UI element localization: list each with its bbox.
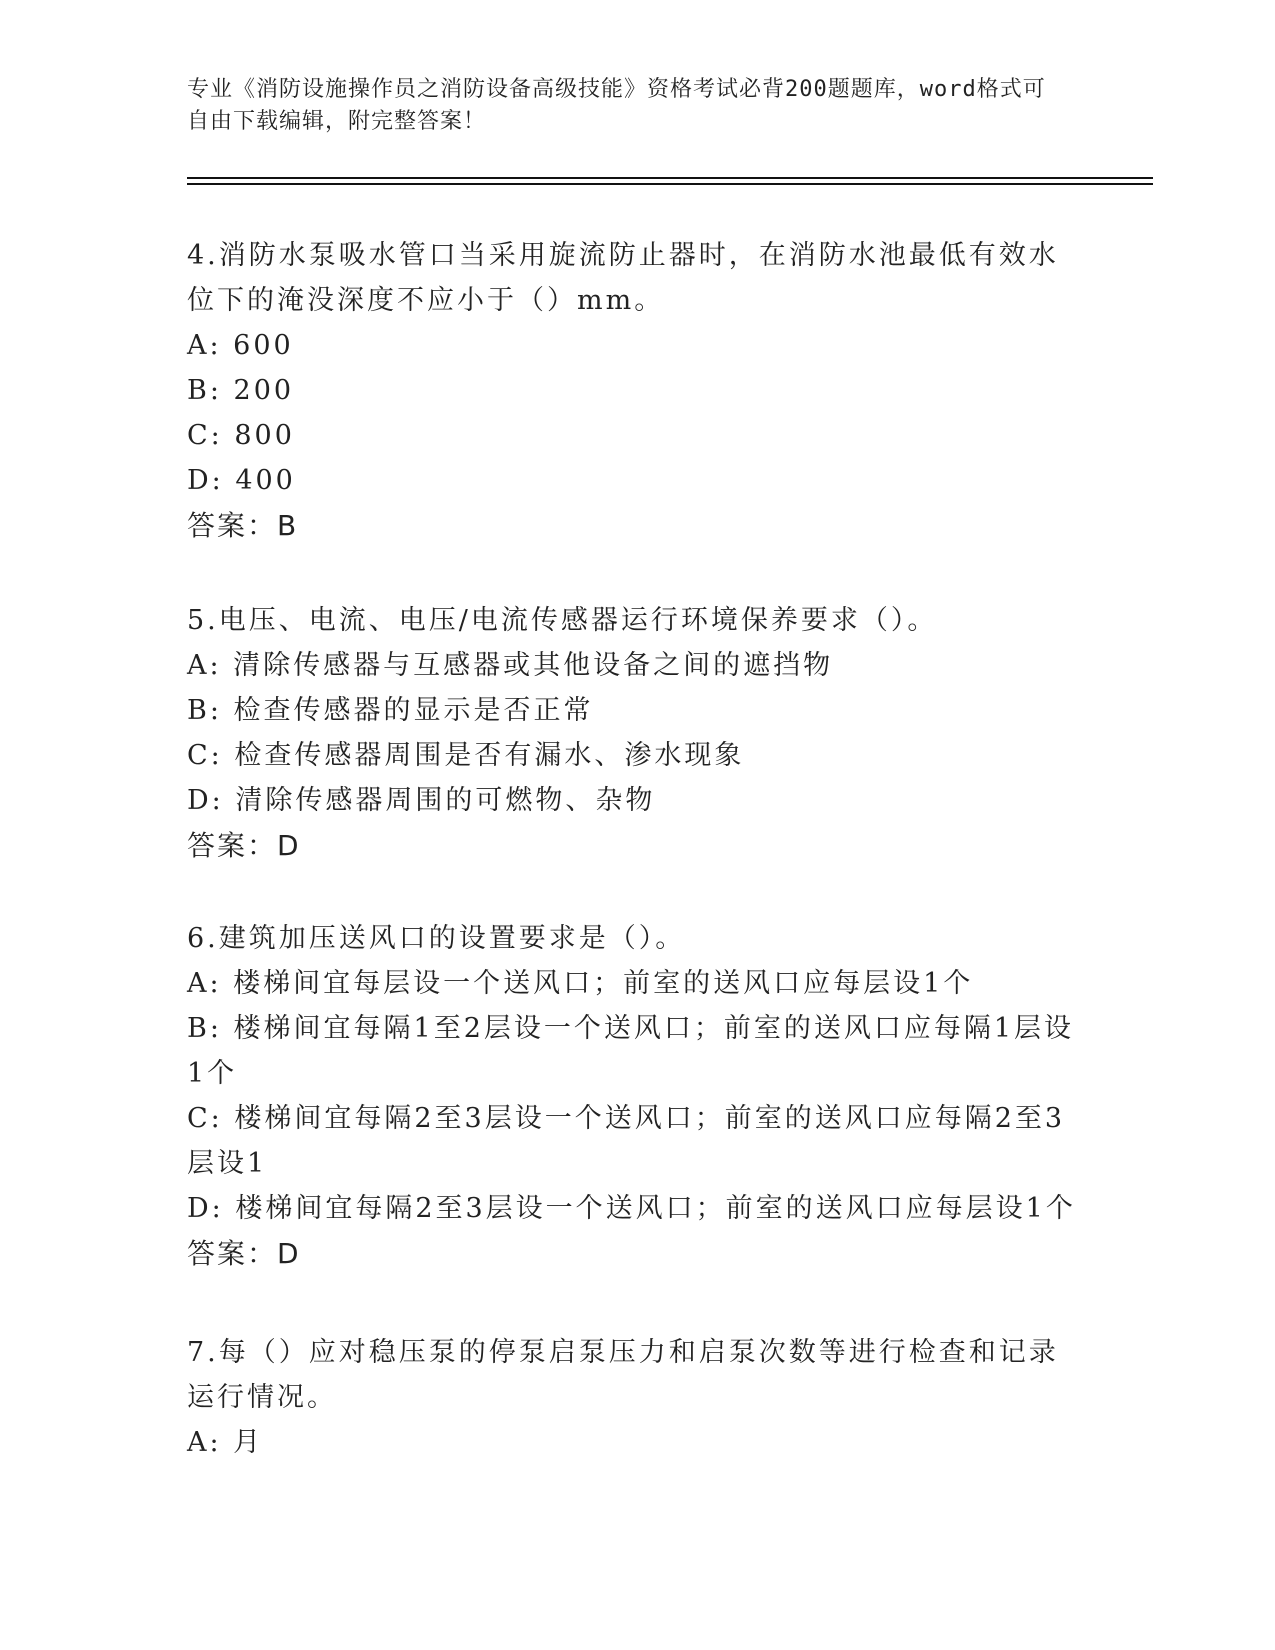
question-stem: 6.建筑加压送风口的设置要求是（）。 (187, 923, 686, 954)
question-stem: 5.电压、电流、电压/电流传感器运行环境保养要求（）。 (187, 605, 938, 636)
answer: 答案：D (187, 829, 301, 862)
question-4 (187, 233, 1087, 548)
question-5 (187, 598, 1087, 868)
option-a: A: 月 (187, 1427, 264, 1458)
header-rule-top (187, 177, 1153, 179)
option-c: C: 楼梯间宜每隔2至3层设一个送风口；前室的送风口应每隔2至3层设1 (187, 1103, 1066, 1179)
option-b: B: 检查传感器的显示是否正常 (187, 695, 594, 726)
question-7 (187, 1330, 1087, 1465)
option-b: B: 200 (187, 375, 295, 406)
question-6 (187, 916, 1087, 1276)
question-stem: 4.消防水泵吸水管口当采用旋流防止器时，在消防水池最低有效水位下的淹没深度不应小于（）mm。 (187, 240, 1059, 316)
document-header: 专业《消防设施操作员之消防设备高级技能》资格考试必背200题题库，word格式可自由下载编辑，附完整答案！ (187, 77, 1046, 134)
option-a: A: 清除传感器与互感器或其他设备之间的遮挡物 (187, 650, 834, 681)
answer: 答案：D (187, 1237, 301, 1270)
option-b: B: 楼梯间宜每隔1至2层设一个送风口；前室的送风口应每隔1层设1个 (187, 1013, 1075, 1089)
option-d: D: 楼梯间宜每隔2至3层设一个送风口；前室的送风口应每层设1个 (187, 1193, 1076, 1224)
header-rule-bottom (187, 183, 1153, 185)
option-c: C: 800 (187, 420, 295, 451)
option-a: A: 楼梯间宜每层设一个送风口；前室的送风口应每层设1个 (187, 968, 974, 999)
option-c: C: 检查传感器周围是否有漏水、渗水现象 (187, 740, 745, 771)
option-d: D: 清除传感器周围的可燃物、杂物 (187, 785, 656, 816)
option-a: A: 600 (187, 330, 294, 361)
option-d: D: 400 (187, 465, 296, 496)
answer: 答案：B (187, 509, 299, 542)
question-stem: 7.每（）应对稳压泵的停泵启泵压力和启泵次数等进行检查和记录运行情况。 (187, 1337, 1059, 1413)
